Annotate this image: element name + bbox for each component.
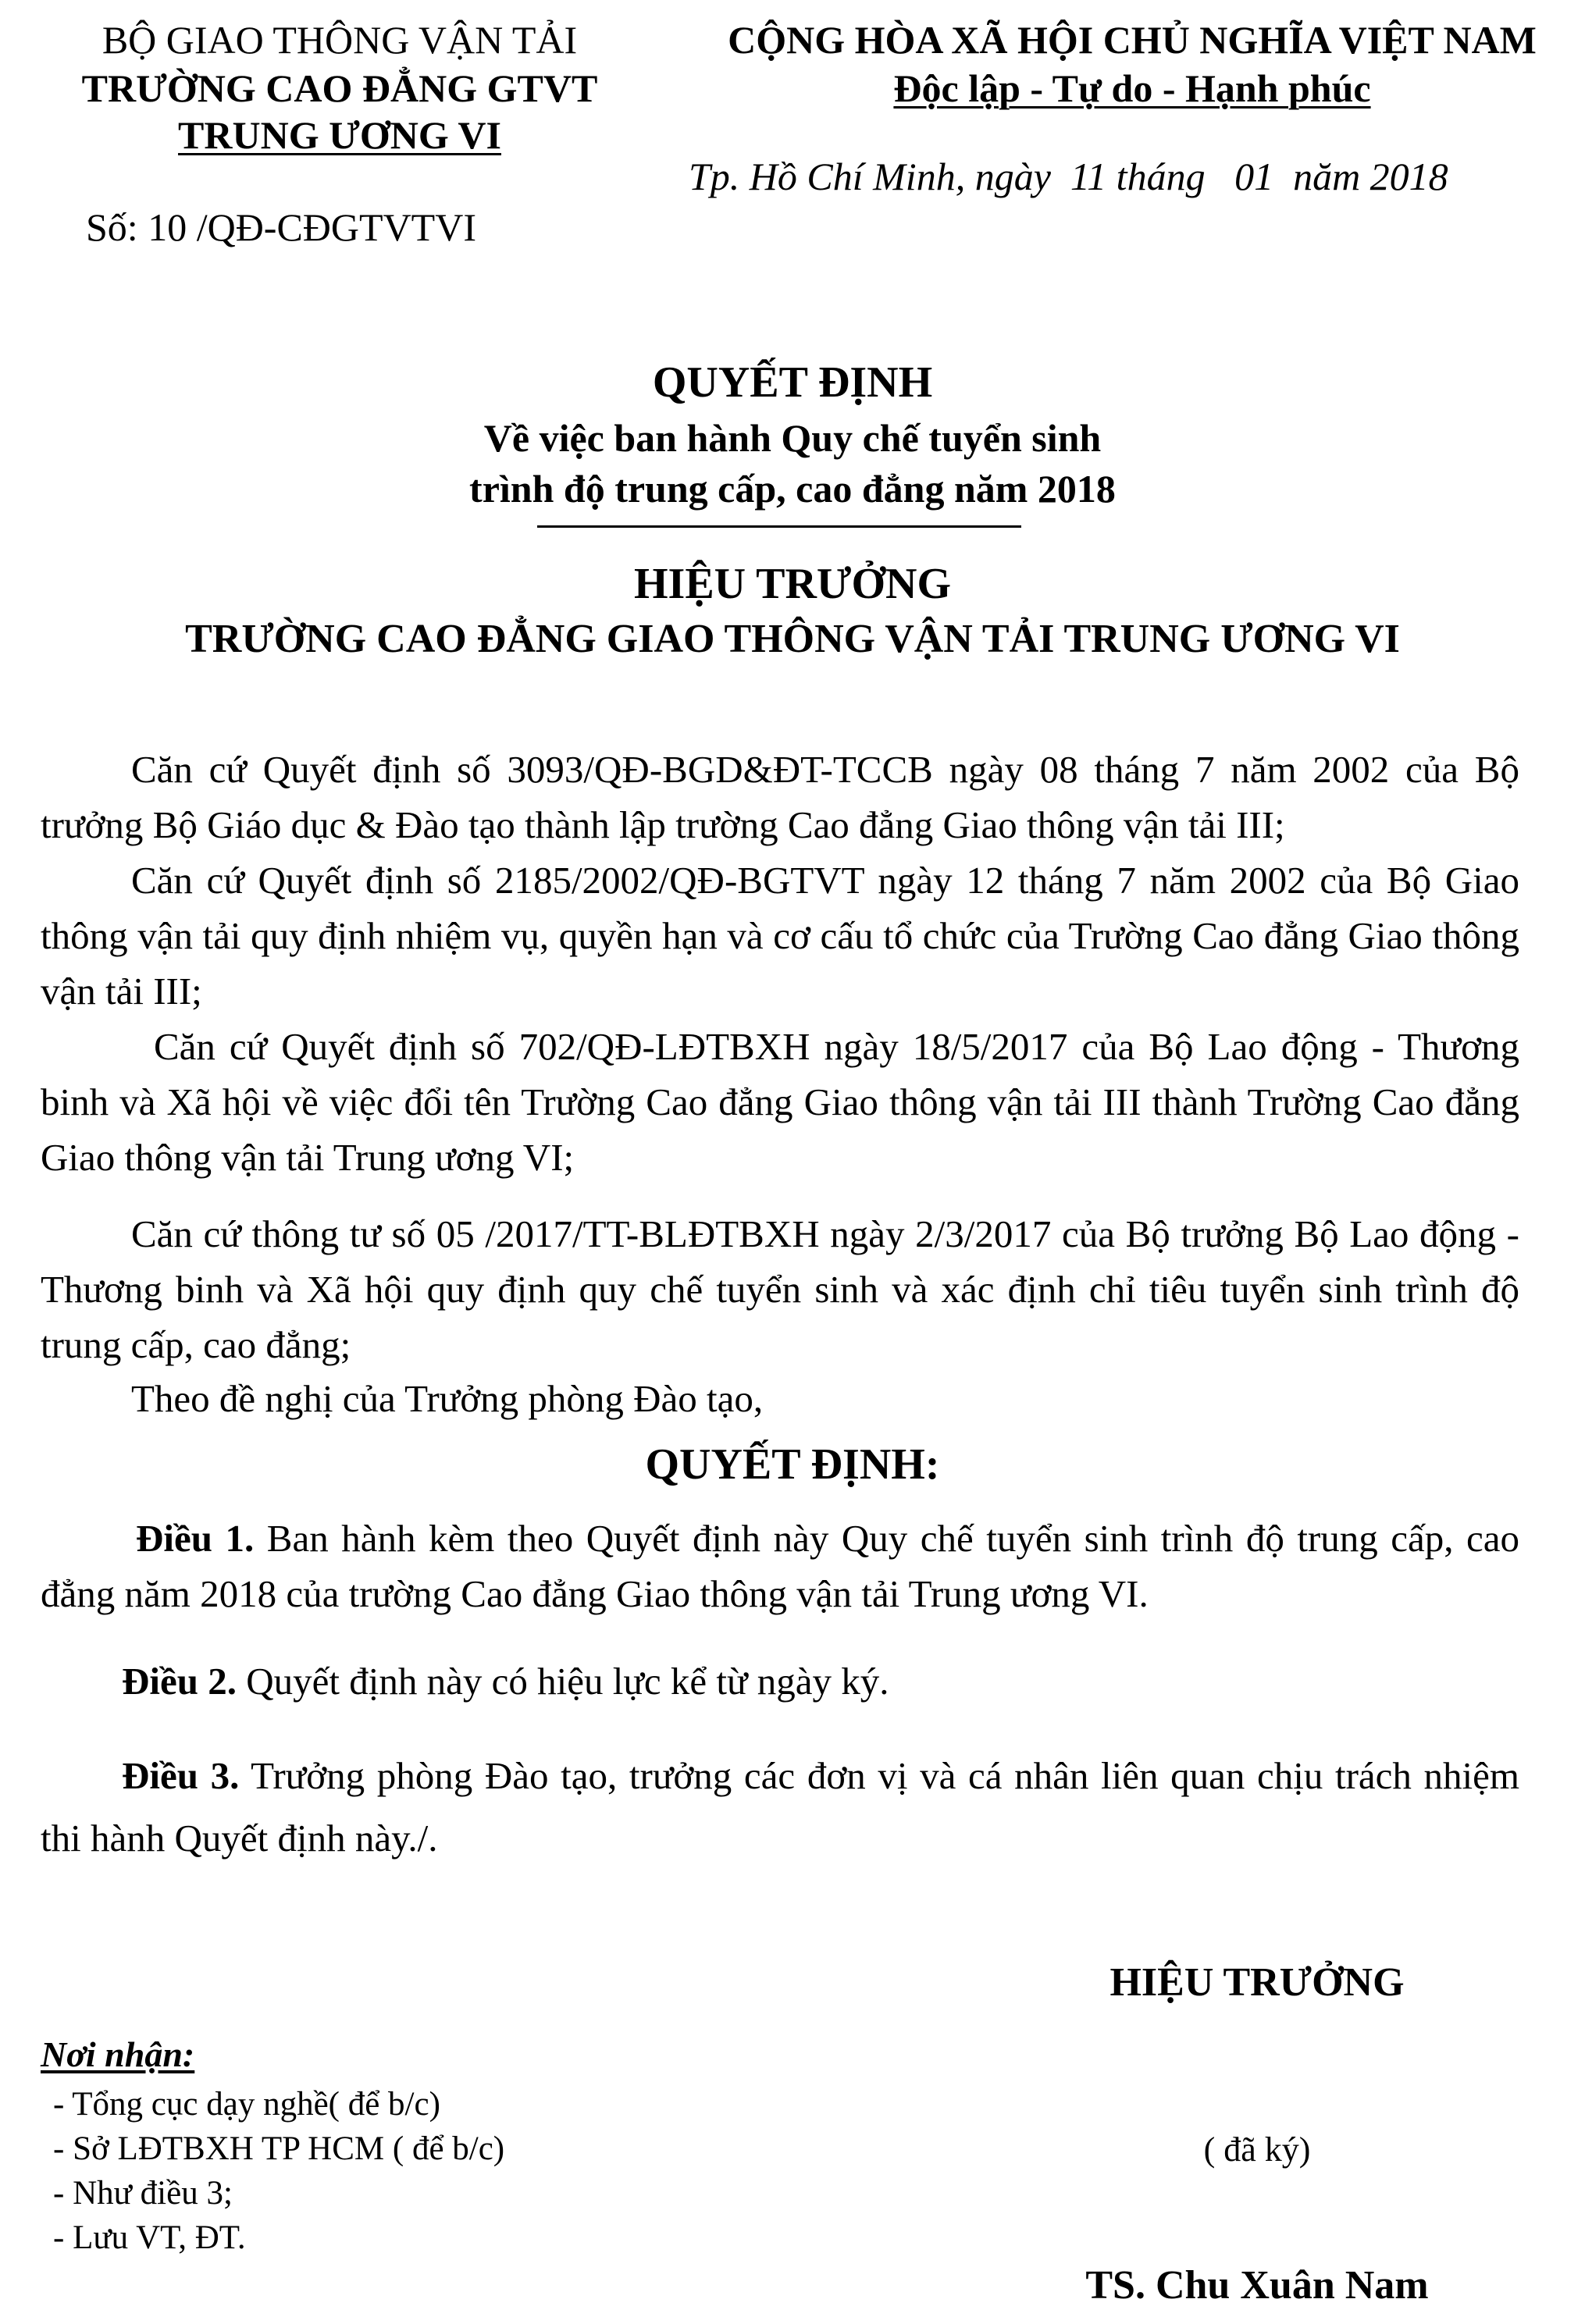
preamble-basis-4: Căn cứ thông tư số 05 /2017/TT-BLĐTBXH ngày 2/3/2017 của Bộ trưởng Bộ Lao động - Thương binh và Xã hội quy định quy chế tuyển sinh và xác định chỉ tiêu tuyển sinh trình độ trung cấp, cao đẳng; [41,1212,1519,1366]
preamble-basis-1: Căn cứ Quyết định số 3093/QĐ-BGD&ĐT-TCCB ngày 08 tháng 7 năm 2002 của Bộ trưởng Bộ Giáo dục & Đào tạo thành lập trường Cao đẳng Giao thông vận tải III; [41,748,1519,846]
place-and-date: Tp. Hồ Chí Minh, ngày 11 tháng 01 năm 2018 [689,155,1448,198]
document-number: Số: 10 /QĐ-CĐGTVTVI [86,205,476,249]
article-2 [41,1653,1519,1709]
national-motto: Độc lập - Tự do - Hạnh phúc [893,66,1371,110]
article-3 [41,1745,1519,1870]
article-2-label: Điều 2. [122,1660,237,1703]
article-1-label: Điều 1. [136,1517,255,1560]
title-subject-line2: trình độ trung cấp, cao đẳng năm 2018 [469,467,1116,511]
issuing-school-line2: TRUNG ƯƠNG VI [178,113,501,157]
authority-institution: TRƯỜNG CAO ĐẲNG GIAO THÔNG VẬN TẢI TRUNG ƯƠNG VI [185,617,1400,661]
signature-title: HIỆU TRƯỞNG [1110,1960,1405,2005]
preamble-proposal: Theo đề nghị của Trưởng phòng Đào tạo, [131,1377,764,1420]
article-2-text: Quyết định này có hiệu lực kể từ ngày ký. [237,1660,889,1703]
article-1-text: Ban hành kèm theo Quyết định này Quy chế tuyển sinh trình độ trung cấp, cao đẳng năm 2018 của trường Cao đẳng Giao thông vận tải Trung ương VI. [41,1517,1520,1615]
title-subject-line1: Về việc ban hành Quy chế tuyển sinh [483,416,1102,460]
recipients-heading: Nơi nhận: [41,2034,195,2074]
republic-name: CỘNG HÒA XÃ HỘI CHỦ NGHĨA VIỆT NAM [728,18,1537,62]
article-1 [41,1511,1519,1621]
article-3-text: Trưởng phòng Đào tạo, trưởng các đơn vị và cá nhân liên quan chịu trách nhiệm thi hành Quyết định này./. [41,1754,1520,1860]
issuing-school: TRƯỜNG CAO ĐẲNG GTVT [81,66,598,110]
national-motto-wrap [687,62,1577,114]
preamble-basis-2: Căn cứ Quyết định số 2185/2002/QĐ-BGTVT ngày 12 tháng 7 năm 2002 của Bộ Giao thông vận tải quy định nhiệm vụ, quyền hạn và cơ cấu tổ chức của Trường Cao đẳng Giao thông vận tải III; [41,859,1519,1013]
signature-status: ( đã ký) [1203,2130,1311,2169]
document-title: QUYẾT ĐỊNH [652,358,933,407]
article-3-label: Điều 3. [122,1754,240,1797]
recipient-item: - Tổng cục dạy nghề( để b/c) [53,2086,440,2123]
recipient-item: - Lưu VT, ĐT. [53,2219,246,2256]
decision-heading: QUYẾT ĐỊNH: [645,1440,940,1489]
recipient-item: - Như điều 3; [53,2175,233,2212]
preamble-basis-3: Căn cứ Quyết định số 702/QĐ-LĐTBXH ngày 18/5/2017 của Bộ Lao động - Thương binh và Xã hội về việc đổi tên Trường Cao đẳng Giao thông vận tải III thành Trường Cao đẳng Giao thông vận tải Trung ương VI; [41,1025,1519,1179]
signatory-name: TS. Chu Xuân Nam [1085,2263,1429,2308]
recipient-item: - Sở LĐTBXH TP HCM ( để b/c) [53,2130,505,2167]
title-divider [537,525,1021,528]
issuing-ministry: BỘ GIAO THÔNG VẬN TẢI [102,18,578,62]
authority-title: HIỆU TRƯỞNG [633,560,952,608]
issuing-school-line2-wrap [31,109,648,161]
